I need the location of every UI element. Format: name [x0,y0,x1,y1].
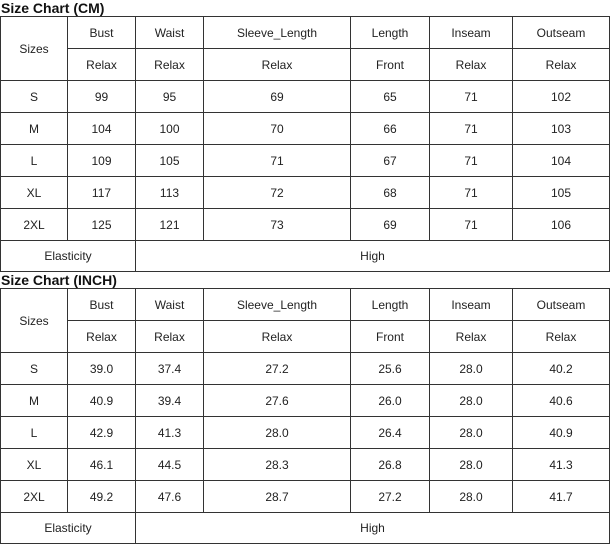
measure-type: Front [351,49,430,81]
cell-value: 121 [136,209,204,241]
size-chart-cm-title: Size Chart (CM) [1,0,105,16]
cell-value: 104 [68,113,136,145]
cell-value: 105 [136,145,204,177]
measure-type: Relax [136,321,204,353]
column-header-waist: Waist [136,17,204,49]
cell-value: 103 [513,113,610,145]
cell-value: 65 [351,81,430,113]
table-row [1,209,610,241]
cell-value: 71 [430,145,513,177]
measure-type: Relax [204,49,351,81]
elasticity-value: High [136,513,610,544]
cell-value: 40.9 [513,417,610,449]
header-row [1,17,610,49]
cell-value: 40.6 [513,385,610,417]
cell-value: 73 [204,209,351,241]
size-label: L [1,145,68,177]
size-label: M [1,113,68,145]
cell-value: 28.0 [430,417,513,449]
cell-value: 68 [351,177,430,209]
column-header-bust: Bust [68,17,136,49]
cell-value: 28.0 [430,353,513,385]
cell-value: 28.0 [430,449,513,481]
column-header-outseam: Outseam [513,17,610,49]
column-header-inseam: Inseam [430,17,513,49]
cell-value: 39.4 [136,385,204,417]
column-header-length: Length [351,289,430,321]
size-chart-cm-table [0,16,610,272]
cell-value: 71 [430,177,513,209]
cell-value: 37.4 [136,353,204,385]
size-label: 2XL [1,209,68,241]
table-row [1,385,610,417]
cell-value: 70 [204,113,351,145]
cell-value: 113 [136,177,204,209]
size-chart-inch-table [0,288,610,544]
cell-value: 105 [513,177,610,209]
elasticity-label: Elasticity [1,241,136,272]
cell-value: 39.0 [68,353,136,385]
column-header-inseam: Inseam [430,289,513,321]
measure-type: Relax [68,321,136,353]
elasticity-label: Elasticity [1,513,136,544]
cell-value: 109 [68,145,136,177]
cell-value: 49.2 [68,481,136,513]
column-header-sleeve-length: Sleeve_Length [204,17,351,49]
column-header-sleeve-length: Sleeve_Length [204,289,351,321]
cell-value: 26.8 [351,449,430,481]
column-header-outseam: Outseam [513,289,610,321]
cell-value: 42.9 [68,417,136,449]
cell-value: 28.0 [430,385,513,417]
table-row [1,177,610,209]
measure-type-row [1,321,610,353]
size-label: XL [1,449,68,481]
cell-value: 41.3 [513,449,610,481]
measure-type: Relax [513,321,610,353]
cell-value: 69 [204,81,351,113]
cell-value: 47.6 [136,481,204,513]
measure-type: Relax [68,49,136,81]
sizes-header: Sizes [1,17,68,81]
sizes-header: Sizes [1,289,68,353]
cell-value: 27.2 [204,353,351,385]
measure-type-row [1,49,610,81]
table-row [1,353,610,385]
cell-value: 69 [351,209,430,241]
cell-value: 71 [430,113,513,145]
cell-value: 41.3 [136,417,204,449]
measure-type: Relax [204,321,351,353]
cell-value: 27.2 [351,481,430,513]
cell-value: 102 [513,81,610,113]
cell-value: 28.0 [204,417,351,449]
size-label: M [1,385,68,417]
table-row [1,145,610,177]
size-chart-inch-title: Size Chart (INCH) [1,272,117,288]
column-header-waist: Waist [136,289,204,321]
table-row [1,81,610,113]
cell-value: 117 [68,177,136,209]
cell-value: 25.6 [351,353,430,385]
cell-value: 26.0 [351,385,430,417]
cell-value: 40.9 [68,385,136,417]
table-row [1,449,610,481]
cell-value: 28.0 [430,481,513,513]
cell-value: 106 [513,209,610,241]
size-label: 2XL [1,481,68,513]
measure-type: Relax [430,49,513,81]
table-row [1,481,610,513]
cell-value: 71 [204,145,351,177]
cell-value: 95 [136,81,204,113]
cell-value: 66 [351,113,430,145]
cell-value: 71 [430,81,513,113]
measure-type: Relax [513,49,610,81]
elasticity-value: High [136,241,610,272]
cell-value: 27.6 [204,385,351,417]
cell-value: 71 [430,209,513,241]
header-row [1,289,610,321]
cell-value: 28.7 [204,481,351,513]
cell-value: 28.3 [204,449,351,481]
cell-value: 41.7 [513,481,610,513]
size-label: L [1,417,68,449]
cell-value: 46.1 [68,449,136,481]
size-label: XL [1,177,68,209]
cell-value: 100 [136,113,204,145]
measure-type: Relax [430,321,513,353]
measure-type: Relax [136,49,204,81]
cell-value: 72 [204,177,351,209]
cell-value: 125 [68,209,136,241]
elasticity-row [1,241,610,272]
cell-value: 99 [68,81,136,113]
cell-value: 67 [351,145,430,177]
measure-type: Front [351,321,430,353]
table-row [1,417,610,449]
cell-value: 26.4 [351,417,430,449]
table-row [1,113,610,145]
cell-value: 44.5 [136,449,204,481]
size-label: S [1,353,68,385]
column-header-length: Length [351,17,430,49]
elasticity-row [1,513,610,544]
cell-value: 40.2 [513,353,610,385]
size-label: S [1,81,68,113]
cell-value: 104 [513,145,610,177]
column-header-bust: Bust [68,289,136,321]
